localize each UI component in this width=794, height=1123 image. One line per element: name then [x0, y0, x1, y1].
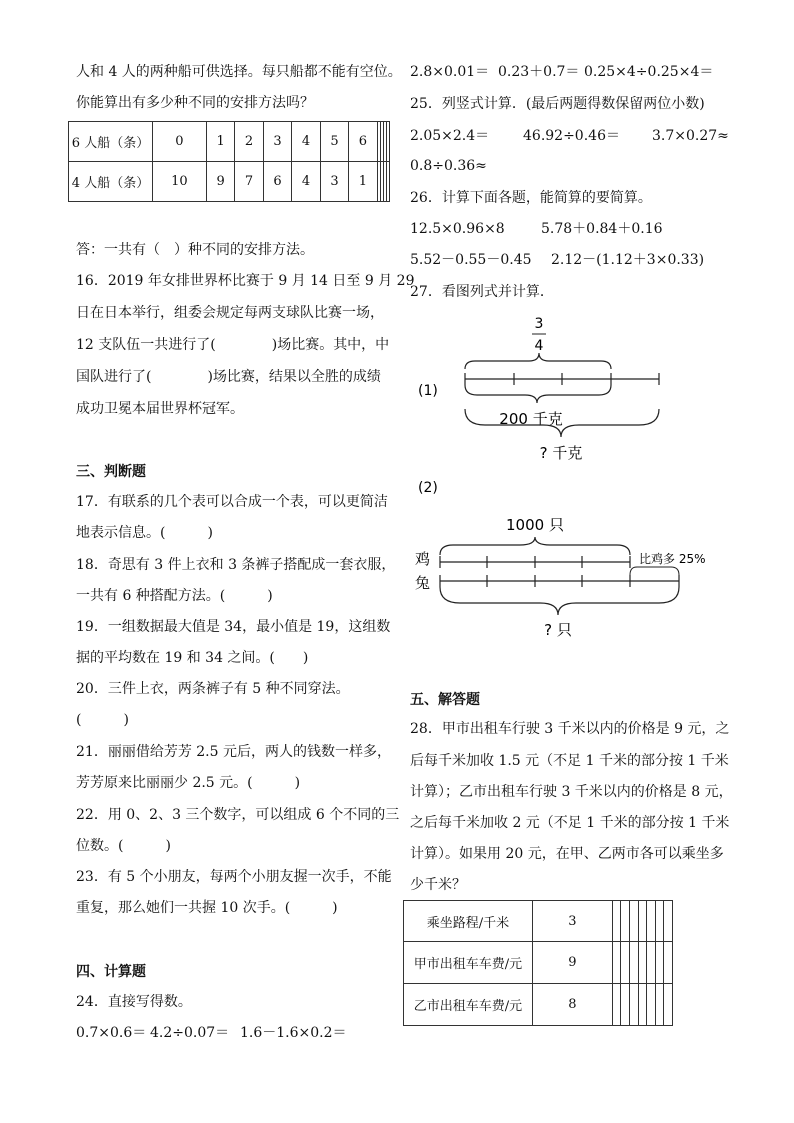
table-cell	[612, 901, 621, 942]
q16-line1: 16．2019 年女排世界杯比赛于 9 月 14 日至 9 月 29	[76, 273, 415, 289]
table-cell-label: 4 人船（条）	[69, 162, 153, 202]
fig1-fraction-denominator: 4	[534, 338, 544, 354]
taxi-row-distance	[404, 901, 673, 942]
q27-title: 27．看图列式并计算．	[410, 284, 554, 300]
table-cell-label: 6 人船（条）	[69, 122, 153, 162]
q16-line2: 日在日本举行，组委会规定每两支球队比赛一场，	[76, 305, 384, 321]
q24-item-4: 2.8×0.01＝	[410, 64, 490, 80]
fig2-total-brace	[440, 587, 679, 615]
q18-line1: 18．奇思有 3 件上衣和 3 条裤子搭配成一套衣服，	[76, 557, 396, 573]
q24-item-6: 0.25×4÷0.25×4＝	[584, 64, 714, 80]
fig2-unknown-label: ? 只	[544, 621, 572, 639]
table-cell	[386, 162, 389, 202]
q16-line4: 国队进行了( )场比赛，结果以全胜的成绩	[76, 369, 381, 385]
q16-line3: 12 支队伍一共进行了( )场比赛。其中，中	[76, 337, 390, 353]
q24-title: 24．直接写得数。	[76, 994, 192, 1010]
table-cell	[621, 942, 630, 984]
q26-item-2: 5.78＋0.84＋0.16	[541, 221, 663, 237]
table-cell: 3	[320, 162, 348, 202]
q15-text-line1: 人和 4 人的两种船可供选择。每只船都不能有空位。	[76, 64, 402, 80]
table-cell	[621, 901, 630, 942]
table-cell	[629, 942, 638, 984]
table-cell: 9	[533, 942, 613, 984]
q24-item-1: 0.7×0.6＝	[76, 1025, 147, 1041]
q21-line1: 21．丽丽借给芳芳 2.5 元后，两人的钱数一样多，	[76, 744, 391, 760]
q26-item-3: 5.52－0.55－0.45	[410, 252, 532, 268]
table-cell	[629, 984, 638, 1026]
table-cell	[638, 984, 647, 1026]
taxi-table	[403, 900, 673, 1026]
fig2-label: (2)	[418, 480, 438, 496]
fig2-extra-note: 比鸡多 25%	[639, 552, 705, 566]
q15-text-line2: 你能算出有多少种不同的安排方法吗？	[76, 95, 314, 111]
q21-line2: 芳芳原来比丽丽少 2.5 元。( )	[76, 775, 301, 791]
table-cell: 0	[153, 122, 207, 162]
q24-item-3: 1.6－1.6×0.2＝	[240, 1025, 347, 1041]
table-cell	[386, 122, 389, 162]
fig2-row-chicken: 鸡	[415, 550, 431, 568]
taxi-row-city-b	[404, 984, 673, 1026]
table-cell	[647, 901, 656, 942]
table-cell	[621, 984, 630, 1026]
table-cell	[664, 901, 673, 942]
q25-item-2: 46.92÷0.46＝	[523, 128, 620, 144]
boat-table-row-6	[69, 122, 390, 162]
q17-line2: 地表示信息。( )	[76, 525, 213, 541]
q23-line1: 23．有 5 个小朋友，每两个小朋友握一次手，不能	[76, 869, 392, 885]
q27-figure-1	[405, 305, 675, 465]
q19-line2: 据的平均数在 19 和 34 之间。( )	[76, 650, 309, 666]
fig2-extra-brace	[630, 567, 679, 575]
q25-item-3: 3.7×0.27≈	[652, 128, 729, 144]
table-cell: 5	[320, 122, 348, 162]
q24-item-2: 4.2÷0.07＝	[150, 1025, 230, 1041]
q26-item-1: 12.5×0.96×8	[410, 221, 505, 237]
taxi-row-label: 甲市出租车车费/元	[404, 942, 533, 984]
table-cell	[638, 901, 647, 942]
q27-figure-2	[405, 475, 705, 645]
table-cell	[655, 901, 664, 942]
q23-line2: 重复，那么她们一共握 10 次手。( )	[76, 900, 338, 916]
table-cell	[612, 984, 621, 1026]
q22-line1: 22．用 0、2、3 三个数字，可以组成 6 个不同的三	[76, 807, 400, 823]
fig1-fraction-numerator: 3	[534, 316, 544, 332]
fig2-top-brace	[440, 537, 630, 555]
table-cell	[638, 942, 647, 984]
q26-item-4: 2.12－(1.12＋3×0.33)	[551, 252, 705, 268]
table-cell: 3	[533, 901, 613, 942]
q15-answer: 答：一共有（ ）种不同的安排方法。	[76, 242, 314, 258]
table-cell	[629, 901, 638, 942]
table-cell: 3	[263, 122, 291, 162]
q17-line1: 17．有联系的几个表可以合成一个表，可以更简洁	[76, 494, 388, 510]
taxi-row-label: 乙市出租车车费/元	[404, 984, 533, 1026]
q28-line1: 28．甲市出租车行驶 3 千米以内的价格是 9 元，之	[410, 721, 730, 737]
table-cell	[655, 942, 664, 984]
q25-item-4: 0.8÷0.36≈	[410, 158, 487, 174]
fig1-known-label: 200 千克	[499, 410, 563, 428]
table-cell	[664, 984, 673, 1026]
table-cell: 6	[263, 162, 291, 202]
boat-table-row-4	[69, 162, 390, 202]
table-cell	[655, 984, 664, 1026]
q20-line2: ( )	[76, 712, 129, 728]
taxi-row-city-a	[404, 942, 673, 984]
table-cell	[612, 942, 621, 984]
table-cell: 4	[292, 122, 320, 162]
q22-line2: 位数。( )	[76, 838, 171, 854]
fig1-unknown-label: ? 千克	[539, 444, 583, 462]
section-5-title: 五、解答题	[410, 692, 480, 708]
table-cell: 1	[206, 122, 234, 162]
table-cell	[647, 942, 656, 984]
section-4-title: 四、计算题	[76, 964, 146, 980]
q28-line6: 少千米？	[410, 877, 466, 893]
table-cell: 4	[292, 162, 320, 202]
q20-line1: 20．三件上衣，两条裤子有 5 种不同穿法。	[76, 681, 350, 697]
table-cell: 10	[153, 162, 207, 202]
table-cell: 2	[235, 122, 263, 162]
table-cell: 6	[349, 122, 377, 162]
q28-line5: 计算）。如果用 20 元，在甲、乙两市各可以乘坐多	[410, 846, 724, 862]
q18-line2: 一共有 6 种搭配方法。( )	[76, 588, 273, 604]
q16-line5: 成功卫冕本届世界杯冠军。	[76, 401, 244, 417]
q24-item-5: 0.23＋0.7＝	[498, 64, 580, 80]
table-cell	[664, 942, 673, 984]
table-cell: 1	[349, 162, 377, 202]
boat-table	[68, 121, 390, 202]
table-cell	[647, 984, 656, 1026]
table-cell: 7	[235, 162, 263, 202]
q26-title: 26．计算下面各题，能简算的要简算。	[410, 190, 652, 206]
section-3-title: 三、判断题	[76, 464, 146, 480]
q28-line2: 后每千米加收 1.5 元（不足 1 千米的部分按 1 千米	[410, 753, 729, 769]
q25-item-1: 2.05×2.4＝	[410, 128, 490, 144]
fig1-top-brace	[465, 353, 611, 369]
fig2-top-label: 1000 只	[506, 516, 564, 534]
q25-title: 25．列竖式计算．(最后两题得数保留两位小数)	[410, 96, 705, 112]
table-cell: 9	[206, 162, 234, 202]
fig2-row-rabbit: 兔	[415, 574, 431, 592]
q19-line1: 19．一组数据最大值是 34，最小值是 19，这组数	[76, 619, 391, 635]
q28-line3: 计算）；乙市出租车行驶 3 千米以内的价格是 8 元，	[410, 784, 733, 800]
fig1-label: (1)	[418, 383, 438, 399]
table-cell: 8	[533, 984, 613, 1026]
taxi-row-label: 乘坐路程/千米	[404, 901, 533, 942]
q28-line4: 之后每千米加收 2 元（不足 1 千米的部分按 1 千米	[410, 815, 730, 831]
fig1-known-brace	[465, 385, 611, 403]
